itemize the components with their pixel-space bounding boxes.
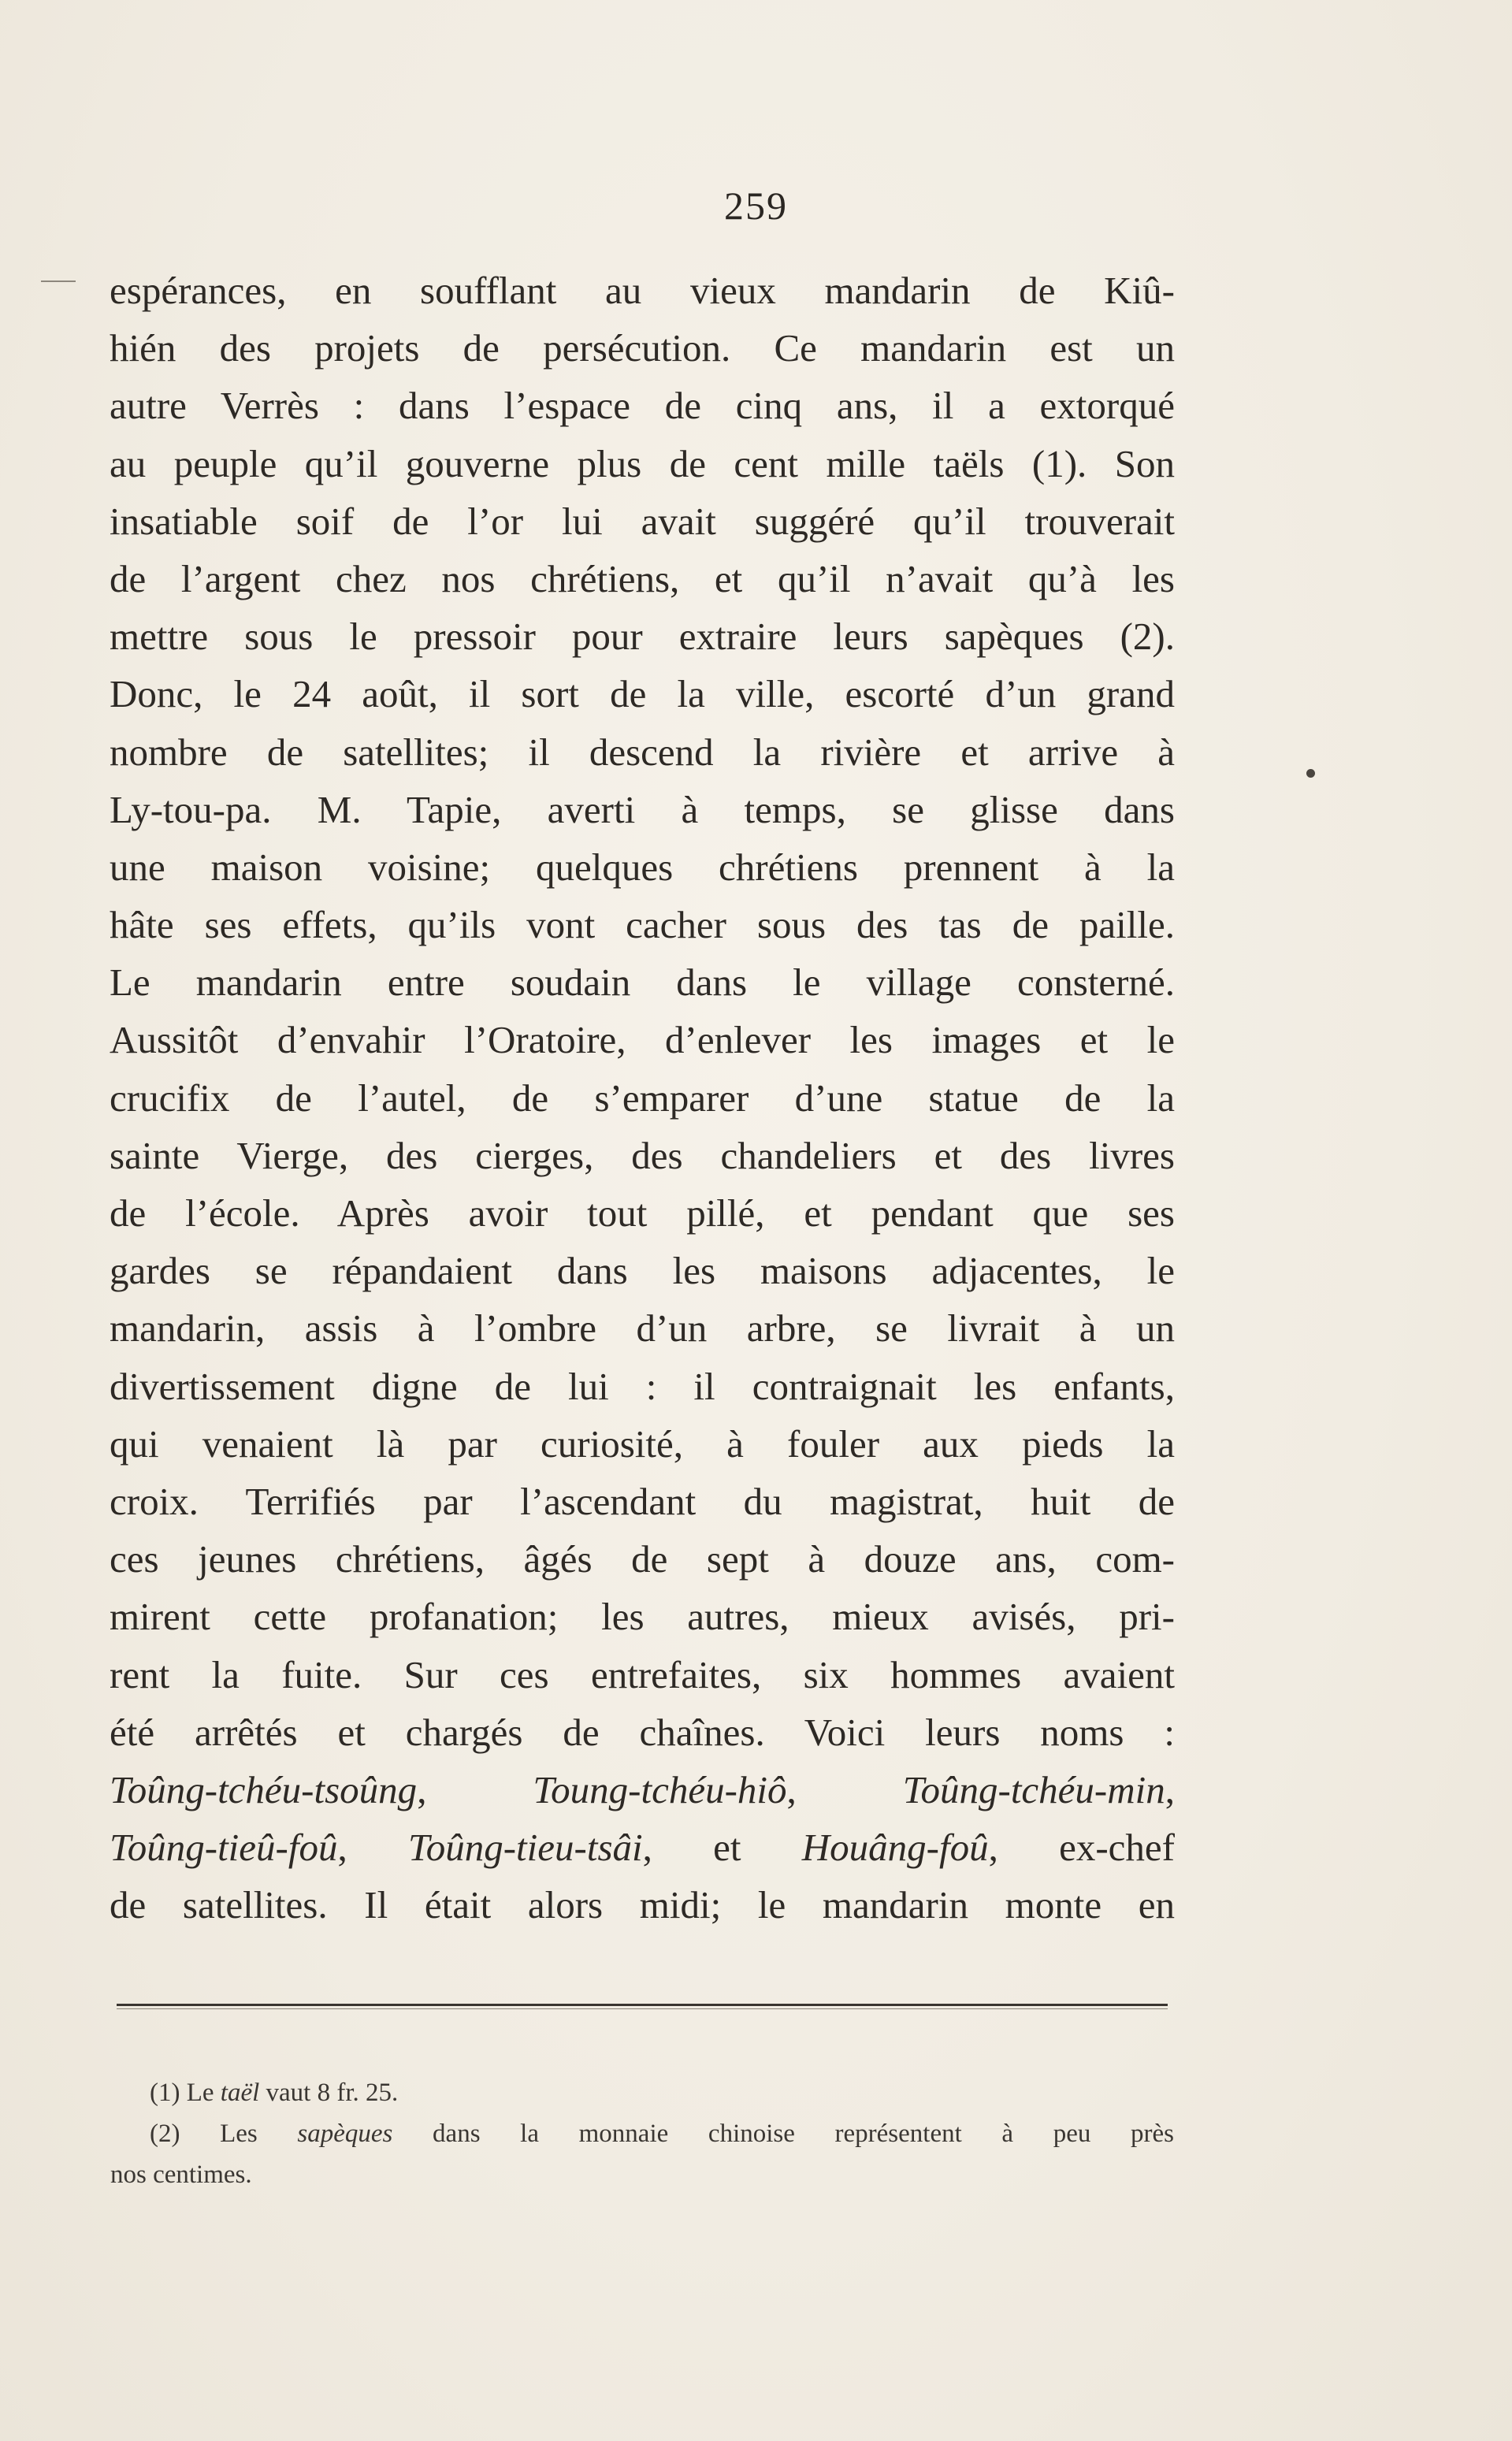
page-number: 259 [724,184,788,228]
text-line: au peuple qu’il gouverne plus de cent mille taëls (1). Son [110,441,1175,485]
text-line: mirent cette profanation; les autres, mieux avisés, pri- [110,1595,1175,1639]
name-tieû-foû: Toûng-tieû-foû [110,1826,338,1870]
footnotes [110,2072,1174,2195]
text-line: nombre de satellites; il descend la rivière et arrive à [110,730,1175,774]
name-tchéu-tsoûng: Toûng-tchéu-tsoûng [110,1767,418,1811]
ink-spot [1306,769,1315,778]
text-line: insatiable soif de l’or lui avait suggéré qu’il trouverait [110,499,1175,543]
text-line: hâte ses effets, qu’ils vont cacher sous des tas de paille. [110,903,1175,947]
text-line: été arrêtés et chargés de chaînes. Voici leurs noms : [110,1710,1175,1754]
text-line: divertissement digne de lui : il contraignait les enfants, [110,1364,1175,1408]
text-line: Ly-tou-pa. M. Tapie, averti à temps, se glisse dans [110,787,1175,831]
name-tchéu-hiô: Toung-tchéu-hiô [533,1767,787,1811]
margin-mark [41,281,76,282]
footnote-2-continuation: nos centimes. [110,2160,252,2189]
name-houâng-foû: Houâng-foû [801,1826,989,1870]
text-line: de l’argent chez nos chrétiens, et qu’il n’avait qu’à les [110,556,1175,600]
text-line: crucifix de l’autel, de s’emparer d’une statue de la [110,1076,1175,1120]
text-line: sainte Vierge, des cierges, des chandeliers et des livres [110,1133,1175,1177]
text-line: gardes se répandaient dans les maisons adjacentes, le [110,1249,1175,1293]
footnote-separator-thin [117,2008,1168,2009]
text-line: Aussitôt d’envahir l’Oratoire, d’enlever les images et le [110,1018,1175,1062]
text-line: mandarin, assis à l’ombre d’un arbre, se livrait à un [110,1306,1175,1351]
names-line: Toûng-tieû-foû, Toûng-tieu-tsâi, et Houâng-foû, ex-chef [110,1826,1175,1870]
footnote-1: (1) Le taël vaut 8 fr. 25. [150,2079,399,2107]
name-tchéu-min: Toûng-tchéu-min [902,1767,1165,1811]
text-line: mettre sous le pressoir pour extraire leurs sapèques (2). [110,615,1175,659]
footnote-separator [117,2004,1168,2006]
text-line: espérances, en soufflant au vieux mandarin de Kiû- [110,269,1175,312]
name-tieu-tsâi: Toûng-tieu-tsâi [407,1826,643,1870]
body-text [110,262,1175,1934]
names-line: Toûng-tchéu-tsoûng, Toung-tchéu-hiô, Toûng-tchéu-min, [110,1767,1175,1811]
text-line: de l’école. Après avoir tout pillé, et pendant que ses [110,1191,1175,1235]
text-line: qui venaient là par curiosité, à fouler aux pieds la [110,1421,1175,1466]
text-line: ces jeunes chrétiens, âgés de sept à douze ans, com- [110,1537,1175,1581]
text-line: Le mandarin entre soudain dans le village consterné. [110,960,1175,1005]
text-line: hién des projets de persécution. Ce mandarin est un [110,326,1175,370]
text-line: une maison voisine; quelques chrétiens prennent à la [110,845,1175,889]
text-line: de satellites. Il était alors midi; le mandarin monte en [110,1883,1175,1927]
text-line: Donc, le 24 août, il sort de la ville, escorté d’un grand [110,672,1175,716]
footnote-2: (2) Les sapèques dans la monnaie chinoise représentent à peu près [150,2120,1174,2148]
text-line: autre Verrès : dans l’espace de cinq ans, il a extorqué [110,384,1175,428]
text-line: croix. Terrifiés par l’ascendant du magistrat, huit de [110,1479,1175,1523]
text-line: rent la fuite. Sur ces entrefaites, six hommes avaient [110,1652,1175,1696]
